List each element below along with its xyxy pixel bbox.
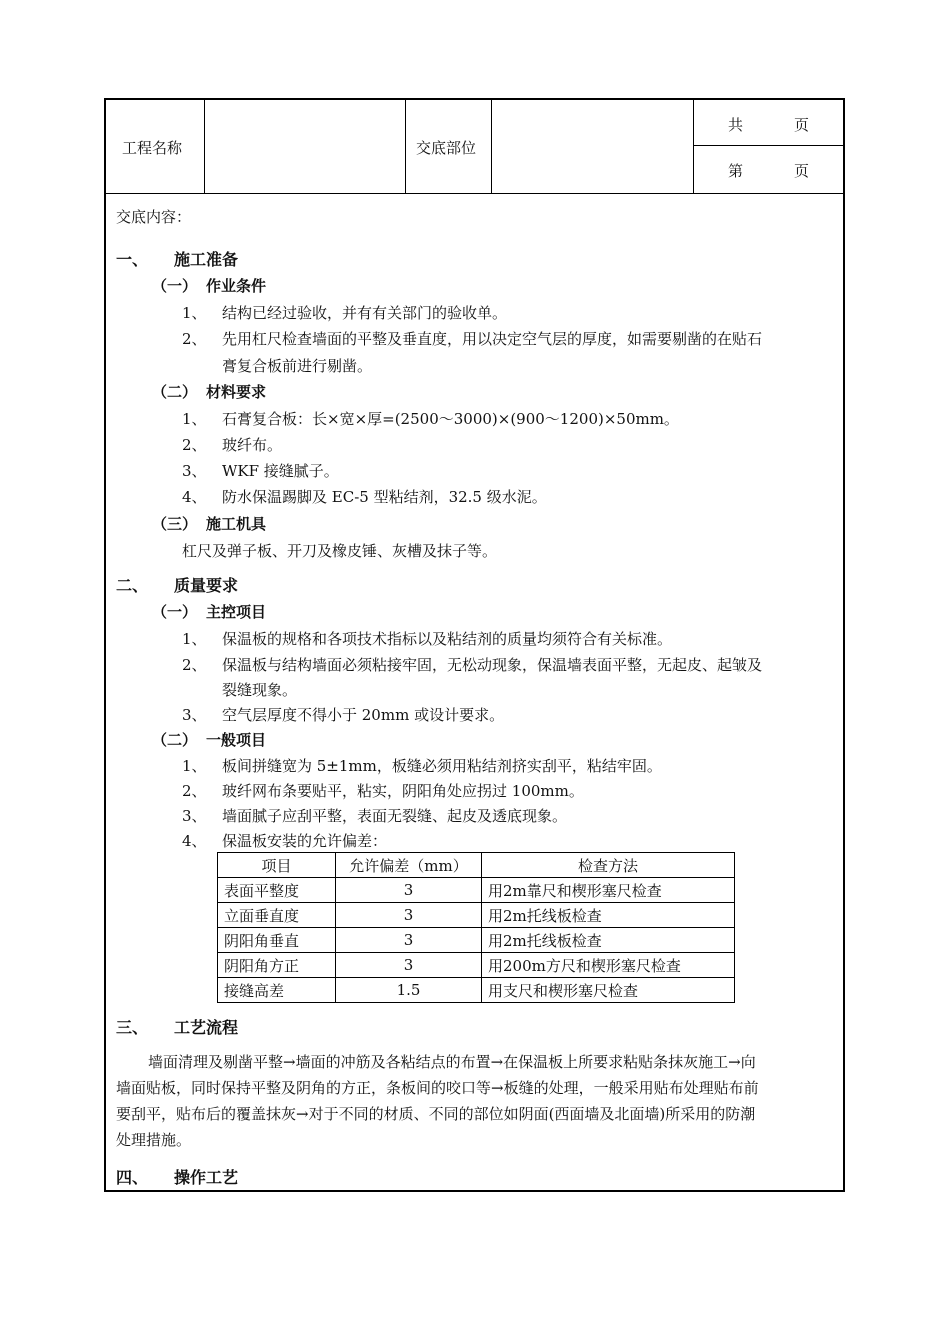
section-4-title: 操作工艺 bbox=[174, 1168, 239, 1187]
table-cell: 阴阳角方正 bbox=[218, 953, 336, 978]
table-row bbox=[218, 978, 735, 1003]
page-no-label: 第 bbox=[728, 162, 744, 180]
table-header-cell: 检查方法 bbox=[482, 853, 735, 878]
item-number: 2、 bbox=[182, 656, 207, 674]
table-cell: 阴阳角垂直 bbox=[218, 928, 336, 953]
table-row bbox=[218, 903, 735, 928]
table-cell: 表面平整度 bbox=[218, 878, 336, 903]
table-cell: 3 bbox=[336, 928, 482, 953]
item-number: 3、 bbox=[182, 807, 207, 825]
table-cell: 用2m托线板检查 bbox=[482, 903, 735, 928]
process-line: 墙面清理及剔凿平整→墙面的冲筋及各粘结点的布置→在保温板上所要求粘贴条抹灰施工→向 bbox=[148, 1053, 756, 1071]
item-text-continued: 膏复合板前进行剔凿。 bbox=[222, 357, 373, 375]
project-name-label: 工程名称 bbox=[122, 139, 183, 157]
item-text: 保温板的规格和各项技术指标以及粘结剂的质量均须符合有关标准。 bbox=[222, 630, 673, 648]
section-2-title: 质量要求 bbox=[174, 576, 239, 595]
table-cell: 接缝高差 bbox=[218, 978, 336, 1003]
item-text: 空气层厚度不得小于 20mm 或设计要求。 bbox=[222, 706, 505, 724]
item-text: 保温板与结构墙面必须粘接牢固，无松动现象，保温墙表面平整，无起皮、起皱及 bbox=[222, 656, 763, 674]
divider bbox=[693, 145, 843, 146]
section-4-number: 四、 bbox=[116, 1168, 149, 1187]
table-row bbox=[218, 928, 735, 953]
section-1-2-title: 材料要求 bbox=[206, 383, 267, 401]
section-2-2-title: 一般项目 bbox=[206, 731, 267, 749]
process-line: 处理措施。 bbox=[116, 1131, 192, 1149]
tools-text: 杠尺及弹子板、开刀及橡皮锤、灰槽及抹子等。 bbox=[182, 542, 498, 560]
item-number: 2、 bbox=[182, 330, 207, 348]
table-row bbox=[218, 878, 735, 903]
page-no-unit: 页 bbox=[794, 162, 810, 180]
table-header-row bbox=[218, 853, 735, 878]
section-1-number: 一、 bbox=[116, 250, 149, 269]
table-cell: 3 bbox=[336, 878, 482, 903]
item-text: 板间拼缝宽为 5±1mm，板缝必须用粘结剂挤实刮平，粘结牢固。 bbox=[222, 757, 662, 775]
item-text: WKF 接缝腻子。 bbox=[222, 462, 339, 480]
divider bbox=[204, 100, 205, 193]
table-cell: 3 bbox=[336, 953, 482, 978]
item-text: 结构已经过验收，并有有关部门的验收单。 bbox=[222, 304, 508, 322]
item-text: 石膏复合板：长×宽×厚=(2500～3000)×(900～1200)×50mm。 bbox=[222, 410, 679, 428]
table-cell: 用2m靠尺和楔形塞尺检查 bbox=[482, 878, 735, 903]
item-number: 3、 bbox=[182, 706, 207, 724]
content-label: 交底内容： bbox=[116, 208, 192, 226]
item-number: 2、 bbox=[182, 436, 207, 454]
table-header-cell: 允许偏差（mm） bbox=[336, 853, 482, 878]
item-text-continued: 裂缝现象。 bbox=[222, 681, 298, 699]
section-2-2-number: （二） bbox=[152, 731, 198, 749]
table-cell: 用200m方尺和楔形塞尺检查 bbox=[482, 953, 735, 978]
section-1-3-title: 施工机具 bbox=[206, 515, 267, 533]
disclosure-form bbox=[104, 98, 845, 1192]
table-header-cell: 项目 bbox=[218, 853, 336, 878]
item-text: 玻纤布。 bbox=[222, 436, 283, 454]
section-3-number: 三、 bbox=[116, 1018, 149, 1037]
section-3-title: 工艺流程 bbox=[174, 1018, 239, 1037]
divider bbox=[491, 100, 492, 193]
section-2-number: 二、 bbox=[116, 576, 149, 595]
item-text: 保温板安装的允许偏差： bbox=[222, 832, 388, 850]
table-cell: 用2m托线板检查 bbox=[482, 928, 735, 953]
section-2-1-number: （一） bbox=[152, 603, 198, 621]
section-1-1-title: 作业条件 bbox=[206, 277, 267, 295]
section-1-2-number: （二） bbox=[152, 383, 198, 401]
tolerance-table bbox=[217, 852, 735, 1003]
section-1-title: 施工准备 bbox=[174, 250, 239, 269]
divider bbox=[405, 100, 406, 193]
section-1-1-number: （一） bbox=[152, 277, 198, 295]
table-cell: 用支尺和楔形塞尺检查 bbox=[482, 978, 735, 1003]
total-pages-label: 共 bbox=[728, 116, 744, 134]
item-number: 3、 bbox=[182, 462, 207, 480]
form-header bbox=[106, 100, 843, 194]
item-number: 4、 bbox=[182, 488, 207, 506]
item-number: 2、 bbox=[182, 782, 207, 800]
table-cell: 立面垂直度 bbox=[218, 903, 336, 928]
section-2-1-title: 主控项目 bbox=[206, 603, 267, 621]
item-number: 1、 bbox=[182, 410, 207, 428]
table-row bbox=[218, 953, 735, 978]
item-text: 墙面腻子应刮平整，表面无裂缝、起皮及透底现象。 bbox=[222, 807, 568, 825]
item-text: 防水保温踢脚及 EC-5 型粘结剂，32.5 级水泥。 bbox=[222, 488, 547, 506]
item-text: 先用杠尺检查墙面的平整及垂直度，用以决定空气层的厚度，如需要剔凿的在贴石 bbox=[222, 330, 763, 348]
section-1-3-number: （三） bbox=[152, 515, 198, 533]
item-number: 1、 bbox=[182, 630, 207, 648]
table-cell: 1.5 bbox=[336, 978, 482, 1003]
item-number: 1、 bbox=[182, 304, 207, 322]
item-text: 玻纤网布条要贴平，粘实，阴阳角处应拐过 100mm。 bbox=[222, 782, 584, 800]
table-cell: 3 bbox=[336, 903, 482, 928]
item-number: 4、 bbox=[182, 832, 207, 850]
part-label: 交底部位 bbox=[416, 139, 477, 157]
process-line: 墙面贴板，同时保持平整及阴角的方正，条板间的咬口等→板缝的处理，一般采用贴布处理贴布前 bbox=[116, 1079, 759, 1097]
item-number: 1、 bbox=[182, 757, 207, 775]
process-line: 要刮平，贴布后的覆盖抹灰→对于不同的材质、不同的部位如阴面(西面墙及北面墙)所采用的防潮 bbox=[116, 1105, 756, 1123]
divider bbox=[693, 100, 694, 193]
total-pages-unit: 页 bbox=[794, 116, 810, 134]
